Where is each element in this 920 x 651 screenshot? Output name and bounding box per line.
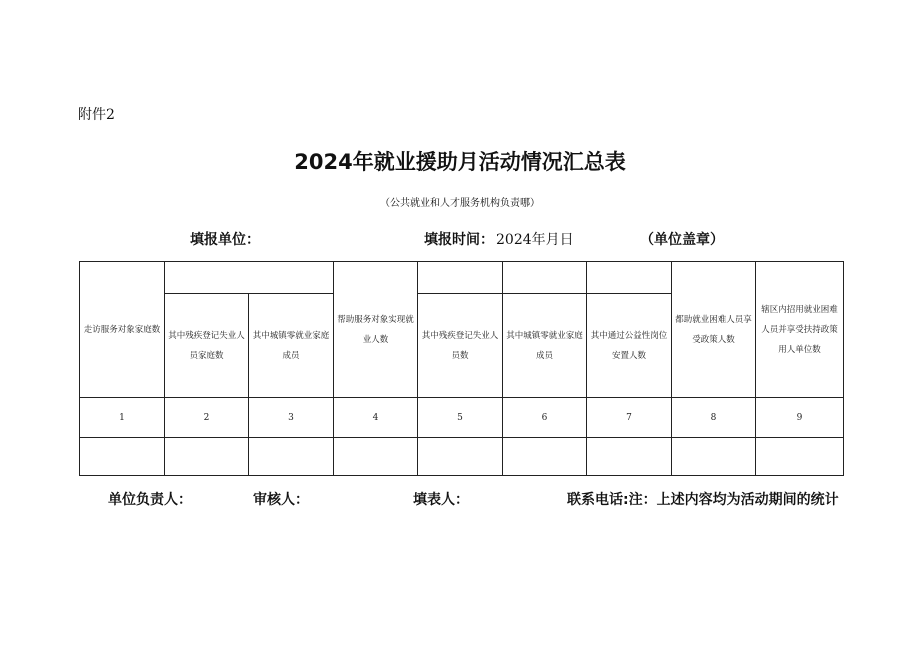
col-header-6: 其中城镇零就业家庭成员 xyxy=(503,294,587,398)
col-number: 5 xyxy=(418,398,503,438)
data-cell-2[interactable] xyxy=(165,438,249,476)
data-cell-4[interactable] xyxy=(334,438,418,476)
page-title: 2024年就业援助月活动情况汇总表 xyxy=(294,150,626,174)
col-number: 6 xyxy=(503,398,587,438)
group-header-blank-5 xyxy=(418,262,503,294)
col-header-9: 辖区内招用就业困难人员并享受扶持政策用人单位数 xyxy=(756,262,844,398)
col-number: 2 xyxy=(165,398,249,438)
col-number: 8 xyxy=(672,398,756,438)
reporting-time-label: 填报时间： xyxy=(424,232,494,248)
data-cell-6[interactable] xyxy=(503,438,587,476)
col-number: 9 xyxy=(756,398,844,438)
reviewer-label: 审核人： xyxy=(253,492,309,508)
summary-table xyxy=(79,261,844,476)
reporting-unit-label: 填报单位： xyxy=(190,232,260,248)
attachment-label: 附件2 xyxy=(78,107,115,123)
data-cell-3[interactable] xyxy=(249,438,334,476)
col-header-8: 都助就业困难人员享受政策人数 xyxy=(672,262,756,398)
unit-seal-label: （单位盖章） xyxy=(640,232,724,248)
data-cell-9[interactable] xyxy=(756,438,844,476)
col-number: 4 xyxy=(334,398,418,438)
col-header-5: 其中残疾登记失业人员数 xyxy=(418,294,503,398)
data-cell-7[interactable] xyxy=(587,438,672,476)
col-header-4: 帮助服务对象实现就业人数 xyxy=(334,262,418,398)
group-header-blank-1 xyxy=(165,262,334,294)
contact-note-label: 联系电话:注：上述内容均为活动期间的统计 xyxy=(567,492,839,508)
form-filler-label: 填表人： xyxy=(413,492,469,508)
col-number: 7 xyxy=(587,398,672,438)
data-cell-8[interactable] xyxy=(672,438,756,476)
col-header-2: 其中残疾登记失业人员家庭数 xyxy=(165,294,249,398)
group-header-blank-6 xyxy=(503,262,587,294)
col-number: 1 xyxy=(80,398,165,438)
data-cell-5[interactable] xyxy=(418,438,503,476)
col-header-7: 其中通过公益性岗位安置人数 xyxy=(587,294,672,398)
col-number: 3 xyxy=(249,398,334,438)
reporting-time-value: 2024年月日 xyxy=(496,232,574,248)
unit-head-label: 单位负责人： xyxy=(108,492,192,508)
data-cell-1[interactable] xyxy=(80,438,165,476)
col-header-1: 走访服务对象家庭数 xyxy=(80,262,165,398)
col-header-3: 其中城镇零就业家庭成员 xyxy=(249,294,334,398)
group-header-blank-7 xyxy=(587,262,672,294)
page-subtitle: （公共就业和人才服务机构负责哪） xyxy=(380,198,540,209)
